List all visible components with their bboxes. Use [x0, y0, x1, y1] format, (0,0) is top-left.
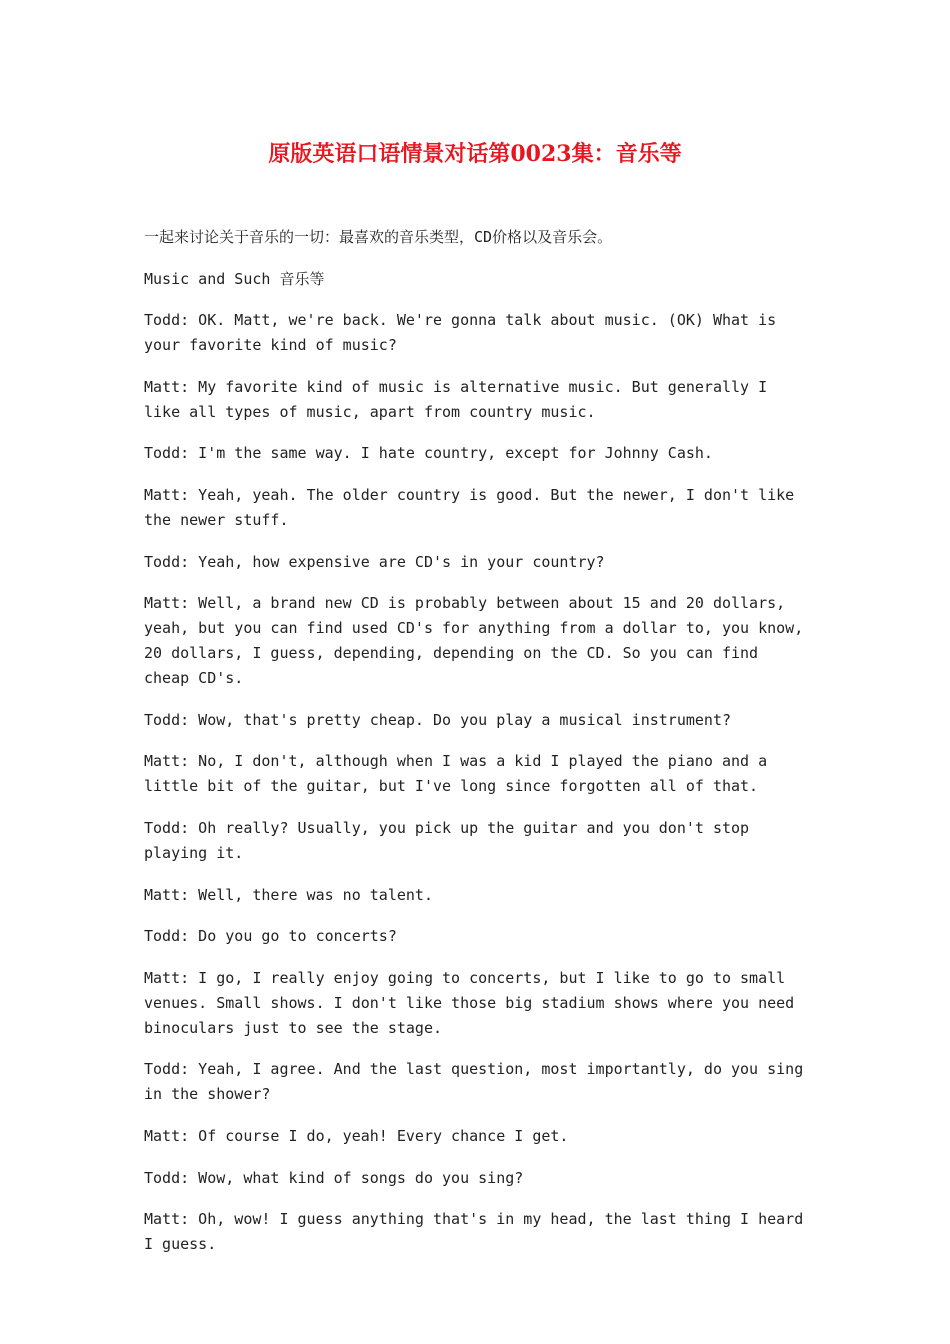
document-body	[144, 225, 809, 1274]
dialogue-line: Matt: Oh, wow! I guess anything that's in my head, the last thing I heard I guess.	[144, 1210, 804, 1254]
dialogue-line: Todd: Wow, that's pretty cheap. Do you play a musical instrument?	[144, 710, 731, 729]
dialogue-line: Matt: Well, a brand new CD is probably between about 15 and 20 dollars, yeah, but you can find used CD's for anything from a dollar to, you know, 20 dollars, I guess, depending, depending on the CD. So you can find cheap CD's.	[144, 594, 804, 688]
dialogue-line: Todd: Oh really? Usually, you pick up the guitar and you don't stop playing it.	[144, 818, 750, 862]
dialogue-line: Matt: I go, I really enjoy going to concerts, but I like to go to small venues. Small shows. I don't like those big stadium shows where you need binoculars just to see the stage.	[144, 968, 795, 1037]
dialogue-line: Matt: No, I don't, although when I was a kid I played the piano and a little bit of the guitar, but I've long since forgotten all of that.	[144, 752, 768, 796]
dialogue-line: Todd: Do you go to concerts?	[144, 927, 397, 946]
dialogue-line: Matt: Of course I do, yeah! Every chance I get.	[144, 1126, 569, 1145]
dialogue-line: Todd: Yeah, I agree. And the last question, most importantly, do you sing in the shower?	[144, 1060, 804, 1104]
subtitle-paragraph: Music and Such 音乐等	[144, 269, 325, 288]
dialogue-line: Todd: Yeah, how expensive are CD's in your country?	[144, 552, 605, 571]
dialogue-line: Matt: Well, there was no talent.	[144, 885, 433, 904]
intro-paragraph: 一起来讨论关于音乐的一切：最喜欢的音乐类型，CD价格以及音乐会。	[144, 228, 613, 246]
dialogue-line: Todd: Wow, what kind of songs do you sing?	[144, 1168, 524, 1187]
dialogue-line: Matt: My favorite kind of music is alternative music. But generally I like all types of music, apart from country music.	[144, 377, 768, 421]
dialogue-line: Todd: OK. Matt, we're back. We're gonna talk about music. (OK) What is your favorite kind of music?	[144, 311, 777, 355]
dialogue-line: Matt: Yeah, yeah. The older country is good. But the newer, I don't like the newer stuff.	[144, 485, 795, 529]
dialogue-line: Todd: I'm the same way. I hate country, except for Johnny Cash.	[144, 444, 713, 463]
page-title: 原版英语口语情景对话第0023集：音乐等	[268, 141, 682, 167]
